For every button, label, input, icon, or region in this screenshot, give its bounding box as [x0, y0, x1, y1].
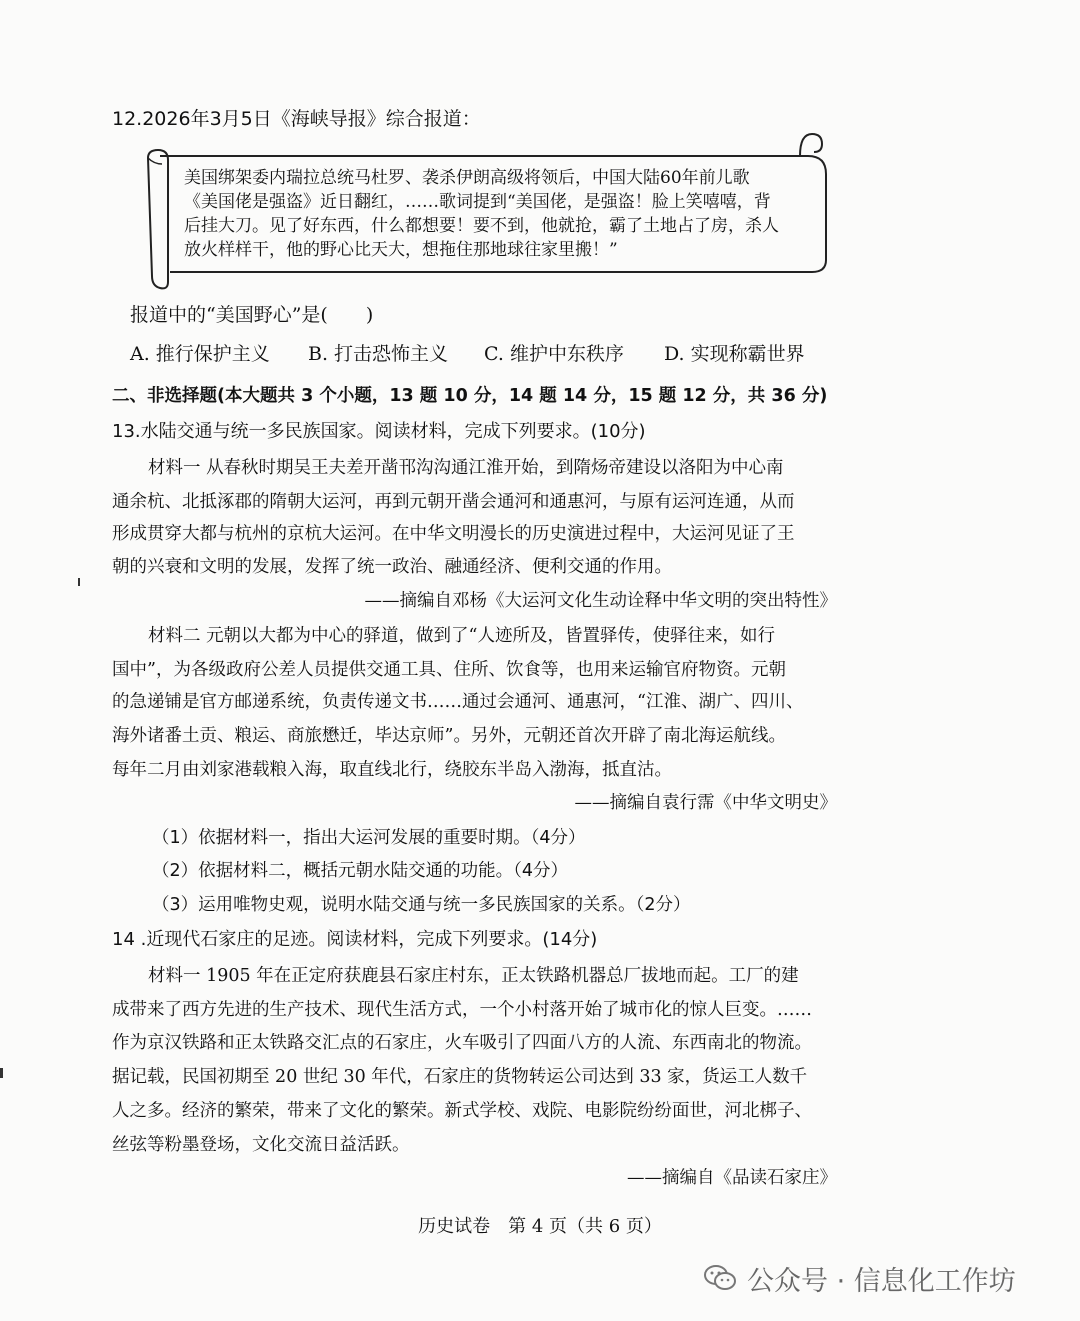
- q12-header: 12.2026年3月5日《海峡导报》综合报道：: [112, 108, 481, 130]
- q13-sub-2: （2）依据材料二，概括元朝水陆交通的功能。（4分）: [152, 861, 569, 881]
- q14-m1-line-4: 据记载，民国初期至 20 世纪 30 年代，石家庄的货物转运公司达到 33 家，货运工人数千: [112, 1067, 808, 1087]
- scan-mark: [78, 578, 80, 586]
- q14-m1-line-2: 成带来了西方先进的生产技术、现代生活方式，一个小村落开始了城市化的惊人巨变。……: [112, 1000, 812, 1020]
- q13-m1-line-3: 形成贯穿大都与杭州的京杭大运河。在中华文明漫长的历史演进过程中，大运河见证了王: [112, 524, 795, 544]
- q13-sub-1: （1）依据材料一，指出大运河发展的重要时期。（4分）: [152, 828, 586, 848]
- scroll-line-2: 《美国佬是强盗》近日翻红，……歌词提到“美国佬，是强盗！脸上笑嘻嘻，背: [184, 192, 771, 212]
- q13-m2-line-5: 每年二月由刘家港载粮入海，取直线北行，绕胶东半岛入渤海，抵直沽。: [112, 760, 672, 780]
- watermark: [703, 1258, 1016, 1298]
- q13-m1-line-4: 朝的兴衰和文明的发展，发挥了统一政治、融通经济、便利交通的作用。: [112, 557, 672, 577]
- page-footer: 历史试卷 第 4 页（共 6 页）: [418, 1216, 662, 1237]
- q13-m2-line-1: 材料二 元朝以大都为中心的驿道，做到了“人迹所及，皆置驿传，使驿往来，如行: [148, 626, 776, 646]
- wechat-icon: [703, 1263, 737, 1293]
- option-a: A. 推行保护主义: [130, 343, 270, 365]
- scroll-line-1: 美国绑架委内瑞拉总统马杜罗、袭杀伊朗高级将领后，中国大陆60年前儿歌: [184, 168, 750, 188]
- q13-m2-line-4: 海外诸番土贡、粮运、商旅懋迁，毕达京师”。另外，元朝还首次开辟了南北海运航线。: [112, 726, 786, 746]
- q13-m1-line-1: 材料一 从春秋时期吴王夫差开凿邗沟沟通江淮开始，到隋炀帝建设以洛阳为中心南: [148, 458, 784, 478]
- section2-title: 二、非选择题(本大题共 3 个小题，13 题 10 分，14 题 14 分，15 题 12 分，共 36 分): [112, 386, 828, 406]
- q14-title: 14 .近现代石家庄的足迹。阅读材料，完成下列要求。(14分): [112, 929, 598, 950]
- q14-m1-line-6: 丝弦等粉墨登场，文化交流日益活跃。: [112, 1135, 410, 1155]
- q13-m2-line-2: 国中”，为各级政府公差人员提供交通工具、住所、饮食等，也用来运输官府物资。元朝: [112, 660, 786, 680]
- option-d: D. 实现称霸世界: [664, 343, 805, 365]
- scroll-line-3: 后挂大刀。见了好东西，什么都想要！要不到，他就抢，霸了土地占了房，杀人: [184, 216, 779, 236]
- q13-m1-line-2: 通余杭、北抵涿郡的隋朝大运河，再到元朝开凿会通河和通惠河，与原有运河连通，从而: [112, 492, 795, 512]
- watermark-text: 公众号 · 信息化工作坊: [747, 1265, 1016, 1297]
- option-b: B. 打击恐怖主义: [308, 343, 449, 365]
- q14-m1-line-1: 材料一 1905 年在正定府获鹿县石家庄村东，正太铁路机器总厂拔地而起。工厂的建: [148, 966, 799, 986]
- q13-source-2: ——摘编自袁行霈《中华文明史》: [574, 793, 837, 813]
- scan-mark: [0, 1068, 3, 1078]
- q13-m2-line-3: 的急递铺是官方邮递系统，负责传递文书……通过会通河、通惠河，“江淮、湖广、四川、: [112, 692, 804, 712]
- q13-sub-3: （3）运用唯物史观，说明水陆交通与统一多民族国家的关系。（2分）: [152, 895, 691, 915]
- q13-title: 13.水陆交通与统一多民族国家。阅读材料，完成下列要求。(10分): [112, 421, 646, 442]
- q14-m1-line-5: 人之多。经济的繁荣，带来了文化的繁荣。新式学校、戏院、电影院纷纷面世，河北梆子、: [112, 1101, 812, 1121]
- option-c: C. 维护中东秩序: [484, 343, 624, 365]
- scroll-line-4: 放火样样干，他的野心比天大，想拖住那地球往家里搬！”: [184, 240, 618, 260]
- q14-source-1: ——摘编自《品读石家庄》: [627, 1168, 837, 1188]
- q12-question: 报道中的“美国野心”是( ): [130, 304, 374, 326]
- q13-source-1: ——摘编自邓杨《大运河文化生动诠释中华文明的突出特性》: [364, 591, 837, 611]
- q14-m1-line-3: 作为京汉铁路和正太铁路交汇点的石家庄，火车吸引了四面八方的人流、东西南北的物流。: [112, 1033, 812, 1053]
